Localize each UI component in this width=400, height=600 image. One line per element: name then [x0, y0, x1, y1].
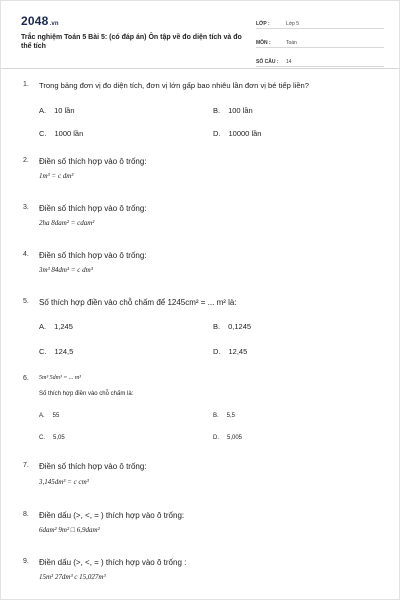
option-b[interactable] [213, 106, 253, 115]
option-b[interactable] [213, 322, 251, 331]
option-c[interactable] [39, 435, 65, 441]
option-text: 5,005 [227, 435, 243, 441]
option-text: 5,05 [53, 435, 65, 441]
question-stem: Điền số thích hợp vào ô trống: [39, 204, 147, 213]
option-a[interactable] [39, 413, 59, 419]
option-letter: D. [213, 347, 221, 356]
option-text: 1000 lần [54, 129, 84, 138]
site-logo[interactable] [21, 14, 59, 28]
question-number: 3. [23, 204, 29, 211]
option-d[interactable] [213, 435, 242, 441]
logo-text: 2048 [21, 14, 49, 28]
option-a[interactable] [39, 322, 73, 331]
question-formula: 2ha 8dam² = cdam² [39, 219, 95, 227]
option-c[interactable] [39, 129, 83, 138]
question-formula: 6dam² 9m² □ 6,9dam² [39, 526, 100, 534]
meta-panel [256, 15, 384, 72]
question-formula: 1m³ = c dm³ [39, 172, 74, 180]
option-a[interactable] [39, 106, 75, 115]
option-letter: B. [213, 322, 221, 331]
option-d[interactable] [213, 129, 261, 138]
document-header [1, 1, 399, 65]
option-letter: B. [213, 106, 221, 115]
question-stem: Điền số thích hợp vào ô trống: [39, 251, 147, 260]
meta-label: SỐ CÂU : [256, 59, 279, 65]
question-substem: Số thích hợp điền vào chỗ chấm là: [39, 391, 134, 397]
document-title: Trắc nghiệm Toán 5 Bài 5: (có đáp án) Ôn tập về đo diện tích và đo thể tích [21, 34, 242, 50]
question-number: 9. [23, 558, 29, 565]
option-text: 5,5 [226, 413, 236, 419]
question-number: 7. [23, 462, 29, 469]
option-text: 0,1245 [228, 322, 252, 331]
question-stem: Điền dấu (>, <, = ) thích hợp vào ô trống : [39, 558, 187, 567]
option-c[interactable] [39, 347, 73, 356]
option-letter: B. [213, 413, 219, 419]
option-text: 10000 lần [228, 129, 262, 138]
question-formula: 15m³ 27dm³ c 15,027m³ [39, 573, 106, 581]
option-text: 10 lần [54, 106, 75, 115]
option-text: 55 [52, 413, 60, 419]
option-text: 124,5 [54, 347, 74, 356]
meta-label: MÔN : [256, 40, 271, 46]
option-letter: A. [39, 106, 47, 115]
meta-row-count [256, 53, 384, 67]
question-number: 4. [23, 251, 29, 258]
meta-label: LỚP : [256, 21, 270, 27]
meta-value: Toán [286, 40, 297, 46]
question-stem: Trong bảng đơn vị đo diện tích, đơn vị lớn gấp bao nhiêu lần đơn vị bé tiếp liền? [39, 81, 309, 90]
question-number: 6. [23, 375, 29, 382]
option-text: 100 lần [228, 106, 253, 115]
option-letter: C. [39, 347, 47, 356]
option-letter: C. [39, 129, 47, 138]
question-number: 8. [23, 511, 29, 518]
meta-value: 14 [286, 59, 292, 65]
option-text: 1,245 [54, 322, 73, 331]
question-stem: Điền số thích hợp vào ô trống: [39, 462, 147, 471]
option-letter: D. [213, 435, 219, 441]
option-letter: A. [39, 322, 47, 331]
option-letter: D. [213, 129, 221, 138]
option-b[interactable] [213, 413, 235, 419]
question-number: 1. [23, 81, 29, 88]
question-stem: 5m³ 5dm³ = ... m³ [39, 375, 81, 381]
question-number: 5. [23, 298, 29, 305]
option-d[interactable] [213, 347, 247, 356]
meta-value: Lớp 5 [286, 21, 300, 27]
question-number: 2. [23, 157, 29, 164]
question-formula: 3m³ 84dm³ = c dm³ [39, 266, 93, 274]
option-text: 12,45 [228, 347, 248, 356]
question-stem: Điền số thích hợp vào ô trống: [39, 157, 147, 166]
option-letter: C. [39, 435, 45, 441]
option-letter: A. [39, 413, 45, 419]
question-stem: Số thích hợp điền vào chỗ chấm để 1245cm² = ... m² là: [39, 298, 237, 307]
logo-suffix: .vn [49, 21, 59, 27]
meta-row-subject [256, 34, 384, 48]
question-stem: Điền dấu (>, <, = ) thích hợp vào ô trống: [39, 511, 185, 520]
question-formula: 3,145dm³ = c cm³ [39, 478, 89, 486]
header-divider [1, 68, 399, 69]
meta-row-class [256, 15, 384, 29]
